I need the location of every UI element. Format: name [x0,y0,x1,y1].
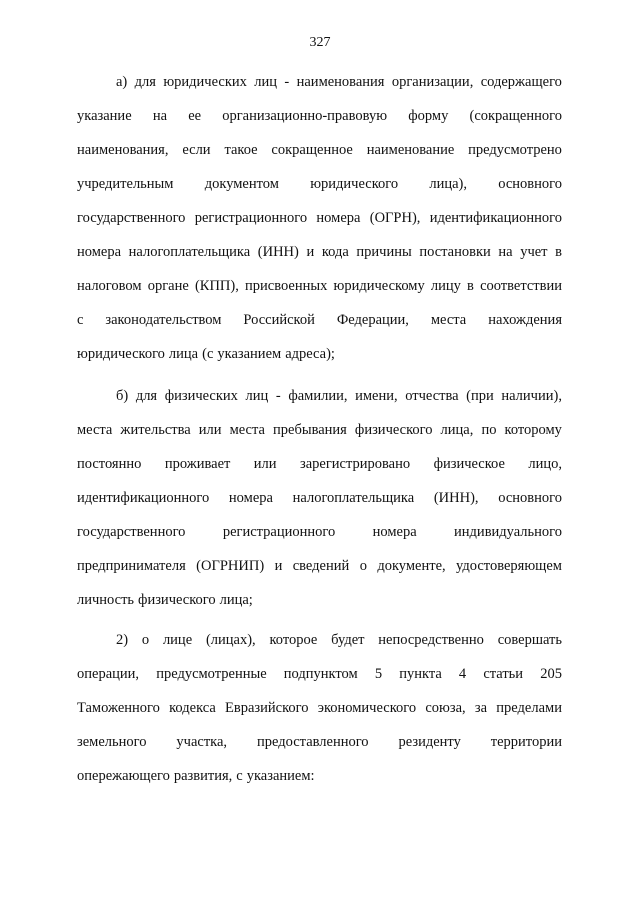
paragraph-2-line: операции, предусмотренные подпунктом 5 пункта 4 статьи 205 [77,666,562,682]
paragraph-2-line: земельного участка, предоставленного резиденту территории [77,734,562,750]
paragraph-b-line: государственного регистрационного номера индивидуального [77,524,562,540]
paragraph-b-line: предпринимателя (ОГРНИП) и сведений о документе, удостоверяющем [77,558,562,574]
paragraph-b-line: места жительства или места пребывания физического лица, по которому [77,422,562,438]
paragraph-a-line: наименования, если такое сокращенное наименование предусмотрено [77,142,562,158]
paragraph-a-line: номера налогоплательщика (ИНН) и кода причины постановки на учет в [77,244,562,260]
paragraph-b-line: б) для физических лиц - фамилии, имени, отчества (при наличии), [116,388,562,404]
paragraph-a-line: государственного регистрационного номера (ОГРН), идентификационного [77,210,562,226]
paragraph-2-line: Таможенного кодекса Евразийского экономического союза, за пределами [77,700,562,716]
paragraph-b-line: идентификационного номера налогоплательщика (ИНН), основного [77,490,562,506]
paragraph-b-line: личность физического лица; [77,592,253,608]
page-number: 327 [309,35,331,50]
paragraph-b-line: постоянно проживает или зарегистрировано физическое лицо, [77,456,562,472]
paragraph-a-line: с законодательством Российской Федерации, места нахождения [77,312,562,328]
paragraph-a-line: указание на ее организационно-правовую форму (сокращенного [77,108,562,124]
paragraph-a-line: юридического лица (с указанием адреса); [77,346,335,362]
paragraph-a-line: а) для юридических лиц - наименования организации, содержащего [116,74,562,90]
paragraph-2-line: 2) о лице (лицах), которое будет непосредственно совершать [116,632,562,648]
paragraph-2-line: опережающего развития, с указанием: [77,768,315,784]
paragraph-a-line: учредительным документом юридического лица), основного [77,176,562,192]
paragraph-a-line: налоговом органе (КПП), присвоенных юридическому лицу в соответствии [77,278,562,294]
